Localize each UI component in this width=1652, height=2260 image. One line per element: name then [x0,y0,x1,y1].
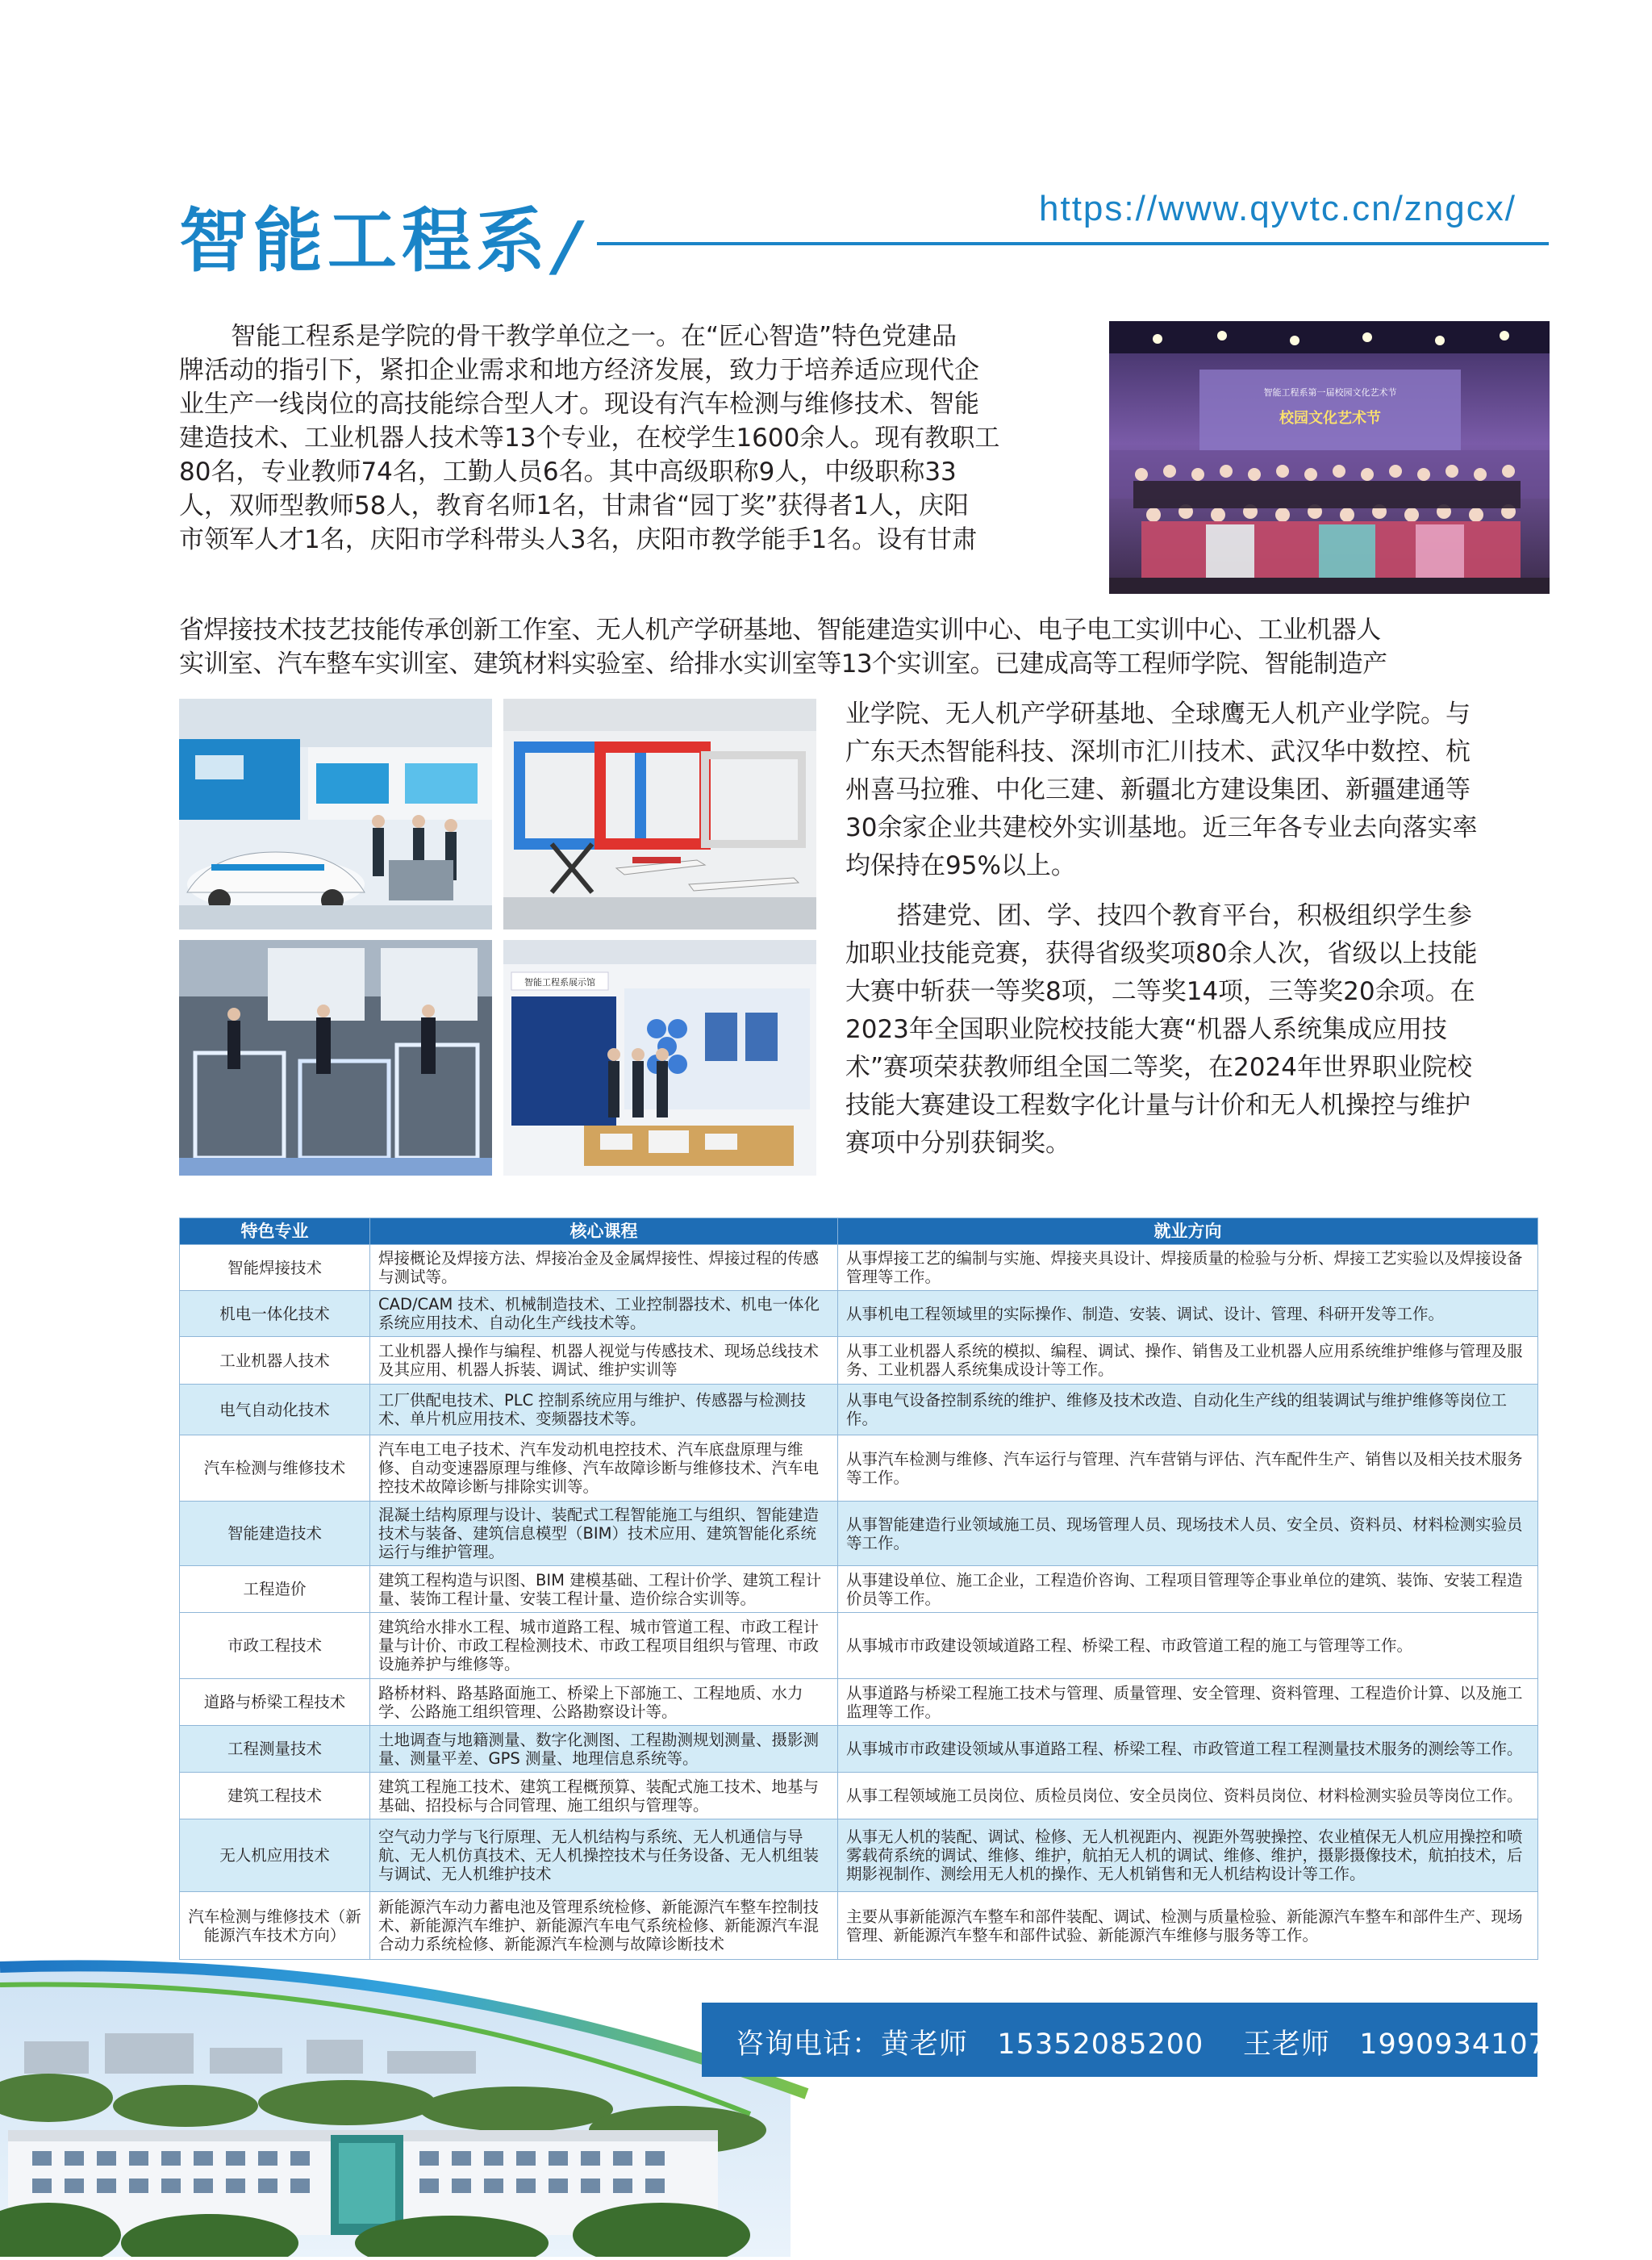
intro-line: 加职业技能竞赛，获得省级奖项80余人次，省级以上技能 [845,939,1478,968]
core-courses: 工业机器人操作与编程、机器人视觉与传感技术、现场总线技术及其应用、机器人拆装、调试、维护实训等 [370,1337,838,1385]
core-courses: 新能源汽车动力蓄电池及管理系统检修、新能源汽车整车控制技术、新能源汽车维护、新能源汽车电气系统检修、新能源汽车混合动力系统检修、新能源汽车检测与故障诊断技术 [370,1892,838,1960]
career-direction: 从事电气设备控制系统的维护、维修及技术改造、自动化生产线的组装调试与维护维修等岗位工作。 [838,1385,1538,1435]
career-direction: 从事焊接工艺的编制与实施、焊接夹具设计、焊接质量的检验与分析、焊接工艺实验以及焊接设备管理等工作。 [838,1245,1538,1291]
intro-line: 智能工程系是学院的骨干教学单位之一。在“匠心智造”特色党建品 [231,322,957,351]
major-name: 工程测量技术 [180,1726,370,1773]
major-name: 汽车检测与维修技术 [180,1435,370,1502]
major-name: 工程造价 [180,1566,370,1613]
major-name: 市政工程技术 [180,1613,370,1679]
intro-line: 术”赛项荣获教师组全国二等奖，在2024年世界职业院校 [845,1053,1472,1082]
table-row [180,1435,1538,1502]
intro-line: 30余家企业共建校外实训基地。近三年各专业去向落实率 [845,813,1478,842]
intro-paragraph-2 [845,897,1555,1163]
career-direction: 主要从事新能源汽车整车和部件装配、调试、检测与质量检验、新能源汽车整车和部件生产、现场管理、新能源汽车整车和部件试验、新能源汽车维修与服务等工作。 [838,1892,1538,1960]
table-row [180,1291,1538,1337]
major-name: 道路与桥梁工程技术 [180,1679,370,1726]
department-title: 智能工程系 [179,201,550,282]
intro-line: 广东天杰智能科技、深圳市汇川技术、武汉华中数控、杭 [845,737,1471,767]
header-divider-line [597,242,1549,245]
stage-group-photo [1109,321,1550,594]
major-name: 汽车检测与维修技术（新能源汽车技术方向） [180,1892,370,1960]
core-courses: 混凝土结构原理与设计、装配式工程智能施工与组织、智能建造技术与装备、建筑信息模型（BIM）技术应用、建筑智能化系统运行与维护管理。 [370,1502,838,1566]
table-row [180,1726,1538,1773]
table-row [180,1502,1538,1566]
career-direction: 从事城市市政建设领域从事道路工程、桥梁工程、市政管道工程工程测量技术服务的测绘等工作。 [838,1726,1538,1773]
major-name: 无人机应用技术 [180,1819,370,1892]
career-direction: 从事城市市政建设领域道路工程、桥梁工程、市政管道工程的施工与管理等工作。 [838,1613,1538,1679]
major-name: 智能建造技术 [180,1502,370,1566]
stage-banner-line1: 智能工程系第一届校园文化艺术节 [1263,387,1397,398]
major-name: 智能焊接技术 [180,1245,370,1291]
intro-line: 赛项中分别获铜奖。 [845,1129,1070,1158]
career-direction: 从事智能建造行业领域施工员、现场管理人员、现场技术人员、安全员、资料员、材料检测实验员等工作。 [838,1502,1538,1566]
table-row [180,1819,1538,1892]
core-courses: 空气动力学与飞行原理、无人机结构与系统、无人机通信与导航、无人机仿真技术、无人机操控技术与任务设备、无人机组装与调试、无人机维护技术 [370,1819,838,1892]
table-row [180,1613,1538,1679]
core-courses: 路桥材料、路基路面施工、桥梁上下部施工、工程地质、水力学、公路施工组织管理、公路勘察设计等。 [370,1679,838,1726]
table-row [180,1337,1538,1385]
car-workshop-photo [179,699,492,929]
core-courses: 汽车电工电子技术、汽车发动机电控技术、汽车底盘原理与维修、自动变速器原理与维修、汽车故障诊断与维修技术、汽车电控技术故障诊断与排除实训等。 [370,1435,838,1502]
core-courses: 建筑工程构造与识图、BIM 建模基础、工程计价学、建筑工程计量、装饰工程计量、安装工程计量、造价综合实训等。 [370,1566,838,1613]
table-header-row [180,1218,1538,1245]
core-courses: CAD/CAM 技术、机械制造技术、工业控制器技术、机电一体化系统应用技术、自动化生产线技术等。 [370,1291,838,1337]
intro-paragraph-full [179,613,1550,681]
drone-lab-photo [503,699,816,929]
career-direction: 从事工程领域施工员岗位、质检员岗位、安全员岗位、资料员岗位、材料检测实验员等岗位工作。 [838,1773,1538,1819]
career-direction: 从事机电工程领域里的实际操作、制造、安装、调试、设计、管理、科研开发等工作。 [838,1291,1538,1337]
department-url-link[interactable]: https://www.qyvtc.cn/zngcx/ [1039,189,1516,228]
intro-line: 实训室、汽车整车实训室、建筑材料实验室、给排水实训室等13个实训室。已建成高等工程师学院、智能制造产 [179,650,1387,679]
career-direction: 从事无人机的装配、调试、检修、无人机视距内、视距外驾驶操控、农业植保无人机应用操控和喷雾载荷系统的调试、维修、维护，航拍无人机的调试、维修、维护，摄影摄像技术，航拍技术，后期影视制作、测绘用无人机的操作、无人机销售和无人机结构设计等工作。 [838,1819,1538,1892]
major-name: 建筑工程技术 [180,1773,370,1819]
intro-line: 业生产一线岗位的高技能综合型人才。现设有汽车检测与维修技术、智能 [179,390,979,419]
intro-line: 大赛中斩获一等奖8项，二等奖14项，三等奖20余项。在 [845,977,1475,1006]
table-row [180,1385,1538,1435]
table-header-major: 特色专业 [180,1218,370,1245]
intro-line: 均保持在95%以上。 [845,851,1076,880]
core-courses: 工厂供配电技术、PLC 控制系统应用与维护、传感器与检测技术、单片机应用技术、变频器技术等。 [370,1385,838,1435]
table-row [180,1245,1538,1291]
contact-phone-text: 咨询电话：黄老师 15352085200 王老师 19909341078 [736,2028,1566,2061]
intro-line: 省焊接技术技艺技能传承创新工作室、无人机产学研基地、智能建造实训中心、电子电工实训中心、工业机器人 [179,616,1381,645]
intro-line: 业学院、无人机产学研基地、全球鹰无人机产业学院。与 [845,700,1471,729]
exhibit-hall-sign: 智能工程系展示馆 [524,977,595,988]
table-row [180,1892,1538,1960]
intro-line: 搭建党、团、学、技四个教育平台，积极组织学生参 [897,901,1472,930]
exhibition-hall-photo [503,940,816,1176]
major-name: 电气自动化技术 [180,1385,370,1435]
intro-paragraph-top [179,320,1095,557]
majors-table [179,1218,1538,1960]
table-row [180,1773,1538,1819]
career-direction: 从事汽车检测与维修、汽车运行与管理、汽车营销与评估、汽车配件生产、销售以及相关技术服务等工作。 [838,1435,1538,1502]
table-header-careers: 就业方向 [838,1218,1538,1245]
major-name: 工业机器人技术 [180,1337,370,1385]
intro-line: 80名，专业教师74名，工勤人员6名。其中高级职称9人，中级职称33 [179,457,957,487]
core-courses: 建筑工程施工技术、建筑工程概预算、装配式施工技术、地基与基础、招投标与合同管理、施工组织与管理等。 [370,1773,838,1819]
core-courses: 焊接概论及焊接方法、焊接冶金及金属焊接性、焊接过程的传感与测试等。 [370,1245,838,1291]
title-slash: / [546,208,588,285]
robot-lab-photo [179,940,492,1176]
stage-banner-line2: 校园文化艺术节 [1279,410,1381,427]
intro-line: 人，双师型教师58人，教育名师1名，甘肃省“园丁奖”获得者1人，庆阳 [179,491,970,520]
career-direction: 从事工业机器人系统的模拟、编程、调试、操作、销售及工业机器人应用系统维护维修与管理及服务、工业机器人系统集成设计等工作。 [838,1337,1538,1385]
intro-line: 市领军人才1名，庆阳市学科带头人3名，庆阳市教学能手1名。设有甘肃 [179,525,978,554]
intro-line: 州喜马拉雅、中化三建、新疆北方建设集团、新疆建通等 [845,775,1471,804]
core-courses: 土地调查与地籍测量、数字化测图、工程勘测规划测量、摄影测量、测量平差、GPS 测量、地理信息系统等。 [370,1726,838,1773]
table-row [180,1566,1538,1613]
table-header-courses: 核心课程 [370,1218,838,1245]
career-direction: 从事道路与桥梁工程施工技术与管理、质量管理、安全管理、资料管理、工程造价计算、以及施工监理等工作。 [838,1679,1538,1726]
major-name: 机电一体化技术 [180,1291,370,1337]
intro-line: 牌活动的指引下，紧扣企业需求和地方经济发展，致力于培养适应现代企 [179,356,979,385]
career-direction: 从事建设单位、施工企业，工程造价咨询、工程项目管理等企事业单位的建筑、装饰、安装工程造价员等工作。 [838,1566,1538,1613]
core-courses: 建筑给水排水工程、城市道路工程、城市管道工程、市政工程计量与计价、市政工程检测技术、市政工程项目组织与管理、市政设施养护与维修等。 [370,1613,838,1679]
intro-line: 技能大赛建设工程数字化计量与计价和无人机操控与维护 [845,1091,1471,1120]
intro-paragraph-right [845,696,1555,885]
campus-banner [0,1953,1652,2257]
intro-line: 建造技术、工业机器人技术等13个专业，在校学生1600余人。现有教职工 [179,424,1000,453]
intro-line: 2023年全国职业院校技能大赛“机器人系统集成应用技 [845,1015,1447,1044]
table-row [180,1679,1538,1726]
